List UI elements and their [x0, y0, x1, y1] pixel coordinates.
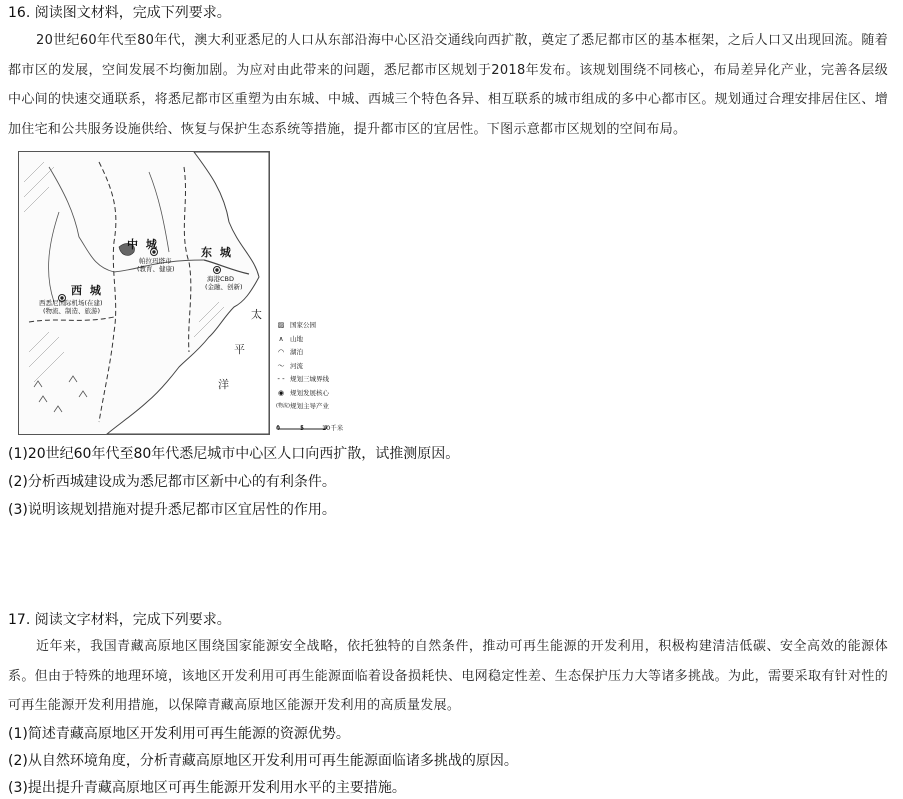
question-17-passage: 近年来，我国青藏高原地区围绕国家能源安全战略，依托独特的自然条件，推动可再生能源的开发利用，积极构建清洁低碳、安全高效的能源体系。但由于特殊的地理环境，该地区开发利用可再生能源面临着设备损耗快、电网稳定性差、生态保护压力大等诸多挑战。为此，需要采取有针对性的可再生能源开发利用措施，以保障青藏高原地区能源开发利用的高质量发展。: [8, 639, 888, 713]
national-park-hatch: [24, 162, 224, 382]
legend-item: [276, 373, 356, 387]
scale-end: 10千米: [322, 424, 344, 432]
legend-label: 规划发展核心: [290, 388, 329, 397]
river-icon: 〜: [277, 361, 285, 370]
mountain-icon: ∧: [278, 334, 284, 343]
sydney-plan-map-figure: [18, 151, 358, 435]
legend-item: [276, 346, 356, 360]
question-17-part-2: (2)从自然环境角度，分析青藏高原地区开发利用可再生能源面临诸多挑战的原因。: [8, 753, 518, 769]
ocean-label-3: 洋: [218, 378, 229, 391]
boundary-middle-east: [184, 167, 191, 352]
west-city-label: 西 城: [71, 284, 103, 297]
river-3: [49, 212, 59, 302]
national-park-icon: ▨: [277, 321, 285, 329]
harbour-cbd-label: 海港CBD: [207, 275, 235, 283]
scale-bar: [276, 416, 346, 432]
legend-label: 规划主导产业: [290, 402, 329, 410]
map-legend: [276, 319, 356, 414]
coastline: [107, 152, 269, 434]
legend-label: 河流: [290, 361, 303, 370]
east-city-label: 东 城: [201, 246, 233, 259]
ocean-label-1: 太: [251, 308, 262, 321]
parramatta-industry-label: (教育、健康): [137, 265, 175, 273]
airport-industry-label: (物流、制造、旅游): [43, 307, 101, 315]
parramatta-label: 帕拉玛塔市: [139, 257, 172, 265]
development-core-icon: ◉: [277, 388, 285, 397]
airport-label: 西悉尼国际机场(在建): [39, 299, 103, 307]
question-17-part-3: (3)提出提升青藏高原地区可再生能源开发利用水平的主要措施。: [8, 780, 406, 796]
question-17-part-1: (1)简述青藏高原地区开发利用可再生能源的资源优势。: [8, 726, 350, 742]
lake-icon: ◠: [277, 348, 285, 356]
leading-industry-icon: (物流): [276, 403, 290, 409]
legend-item: [276, 319, 356, 333]
question-16-passage: 20世纪60年代至80年代，澳大利亚悉尼的人口从东部沿海中心区沿交通线向西扩散，奠定了悉尼都市区的基本框架，之后人口又出现回流。随着都市区的发展，空间发展不均衡加剧。为应对由此带来的问题，悉尼都市区规划于2018年发布。该规划围绕不同核心，布局差异化产业，完善各层级中心间的快速交通联系，将悉尼都市区重塑为由东城、中城、西城三个特色各异、相互联系的城市组成的多中心都市区。规划通过合理安排居住区、增加住宅和公共服务设施供给、恢复与保护生态系统等措施，提升都市区的宜居性。下图示意都市区规划的空间布局。: [8, 33, 888, 137]
legend-label: 山地: [290, 334, 303, 343]
legend-label: 国家公园: [290, 321, 316, 329]
question-16-title: 16. 阅读图文材料，完成下列要求。: [8, 5, 231, 21]
legend-label: 湖泊: [290, 348, 303, 356]
map-drawing: [19, 152, 269, 434]
river-1: [49, 167, 114, 272]
legend-label: 规划三城界线: [290, 375, 329, 383]
sydney-plan-map: [18, 151, 270, 435]
question-16-part-3: (3)说明该规划措施对提升悉尼都市区宜居性的作用。: [8, 502, 336, 518]
middle-city-label: 中 城: [127, 238, 159, 251]
harbour-inlet: [204, 260, 249, 274]
question-16-part-1: (1)20世纪60年代至80年代悉尼城市中心区人口向西扩散，试推测原因。: [8, 446, 460, 462]
question-16-part-2: (2)分析西城建设成为悉尼都市区新中心的有利条件。: [8, 474, 336, 490]
legend-item: [276, 387, 356, 401]
legend-item: [276, 333, 356, 347]
scale-zero: 0: [276, 424, 281, 432]
boundary-line-icon: - -: [277, 375, 285, 383]
question-17-title: 17. 阅读文字材料，完成下列要求。: [8, 612, 231, 628]
harbour-cbd-industry-label: (金融、创新): [205, 283, 243, 291]
boundary-west-south: [29, 317, 114, 322]
legend-item: [276, 360, 356, 374]
mountain-symbols: [34, 376, 87, 412]
legend-item: [276, 400, 356, 414]
scale-mid: 5: [300, 424, 305, 432]
ocean-label-2: 平: [234, 343, 245, 356]
